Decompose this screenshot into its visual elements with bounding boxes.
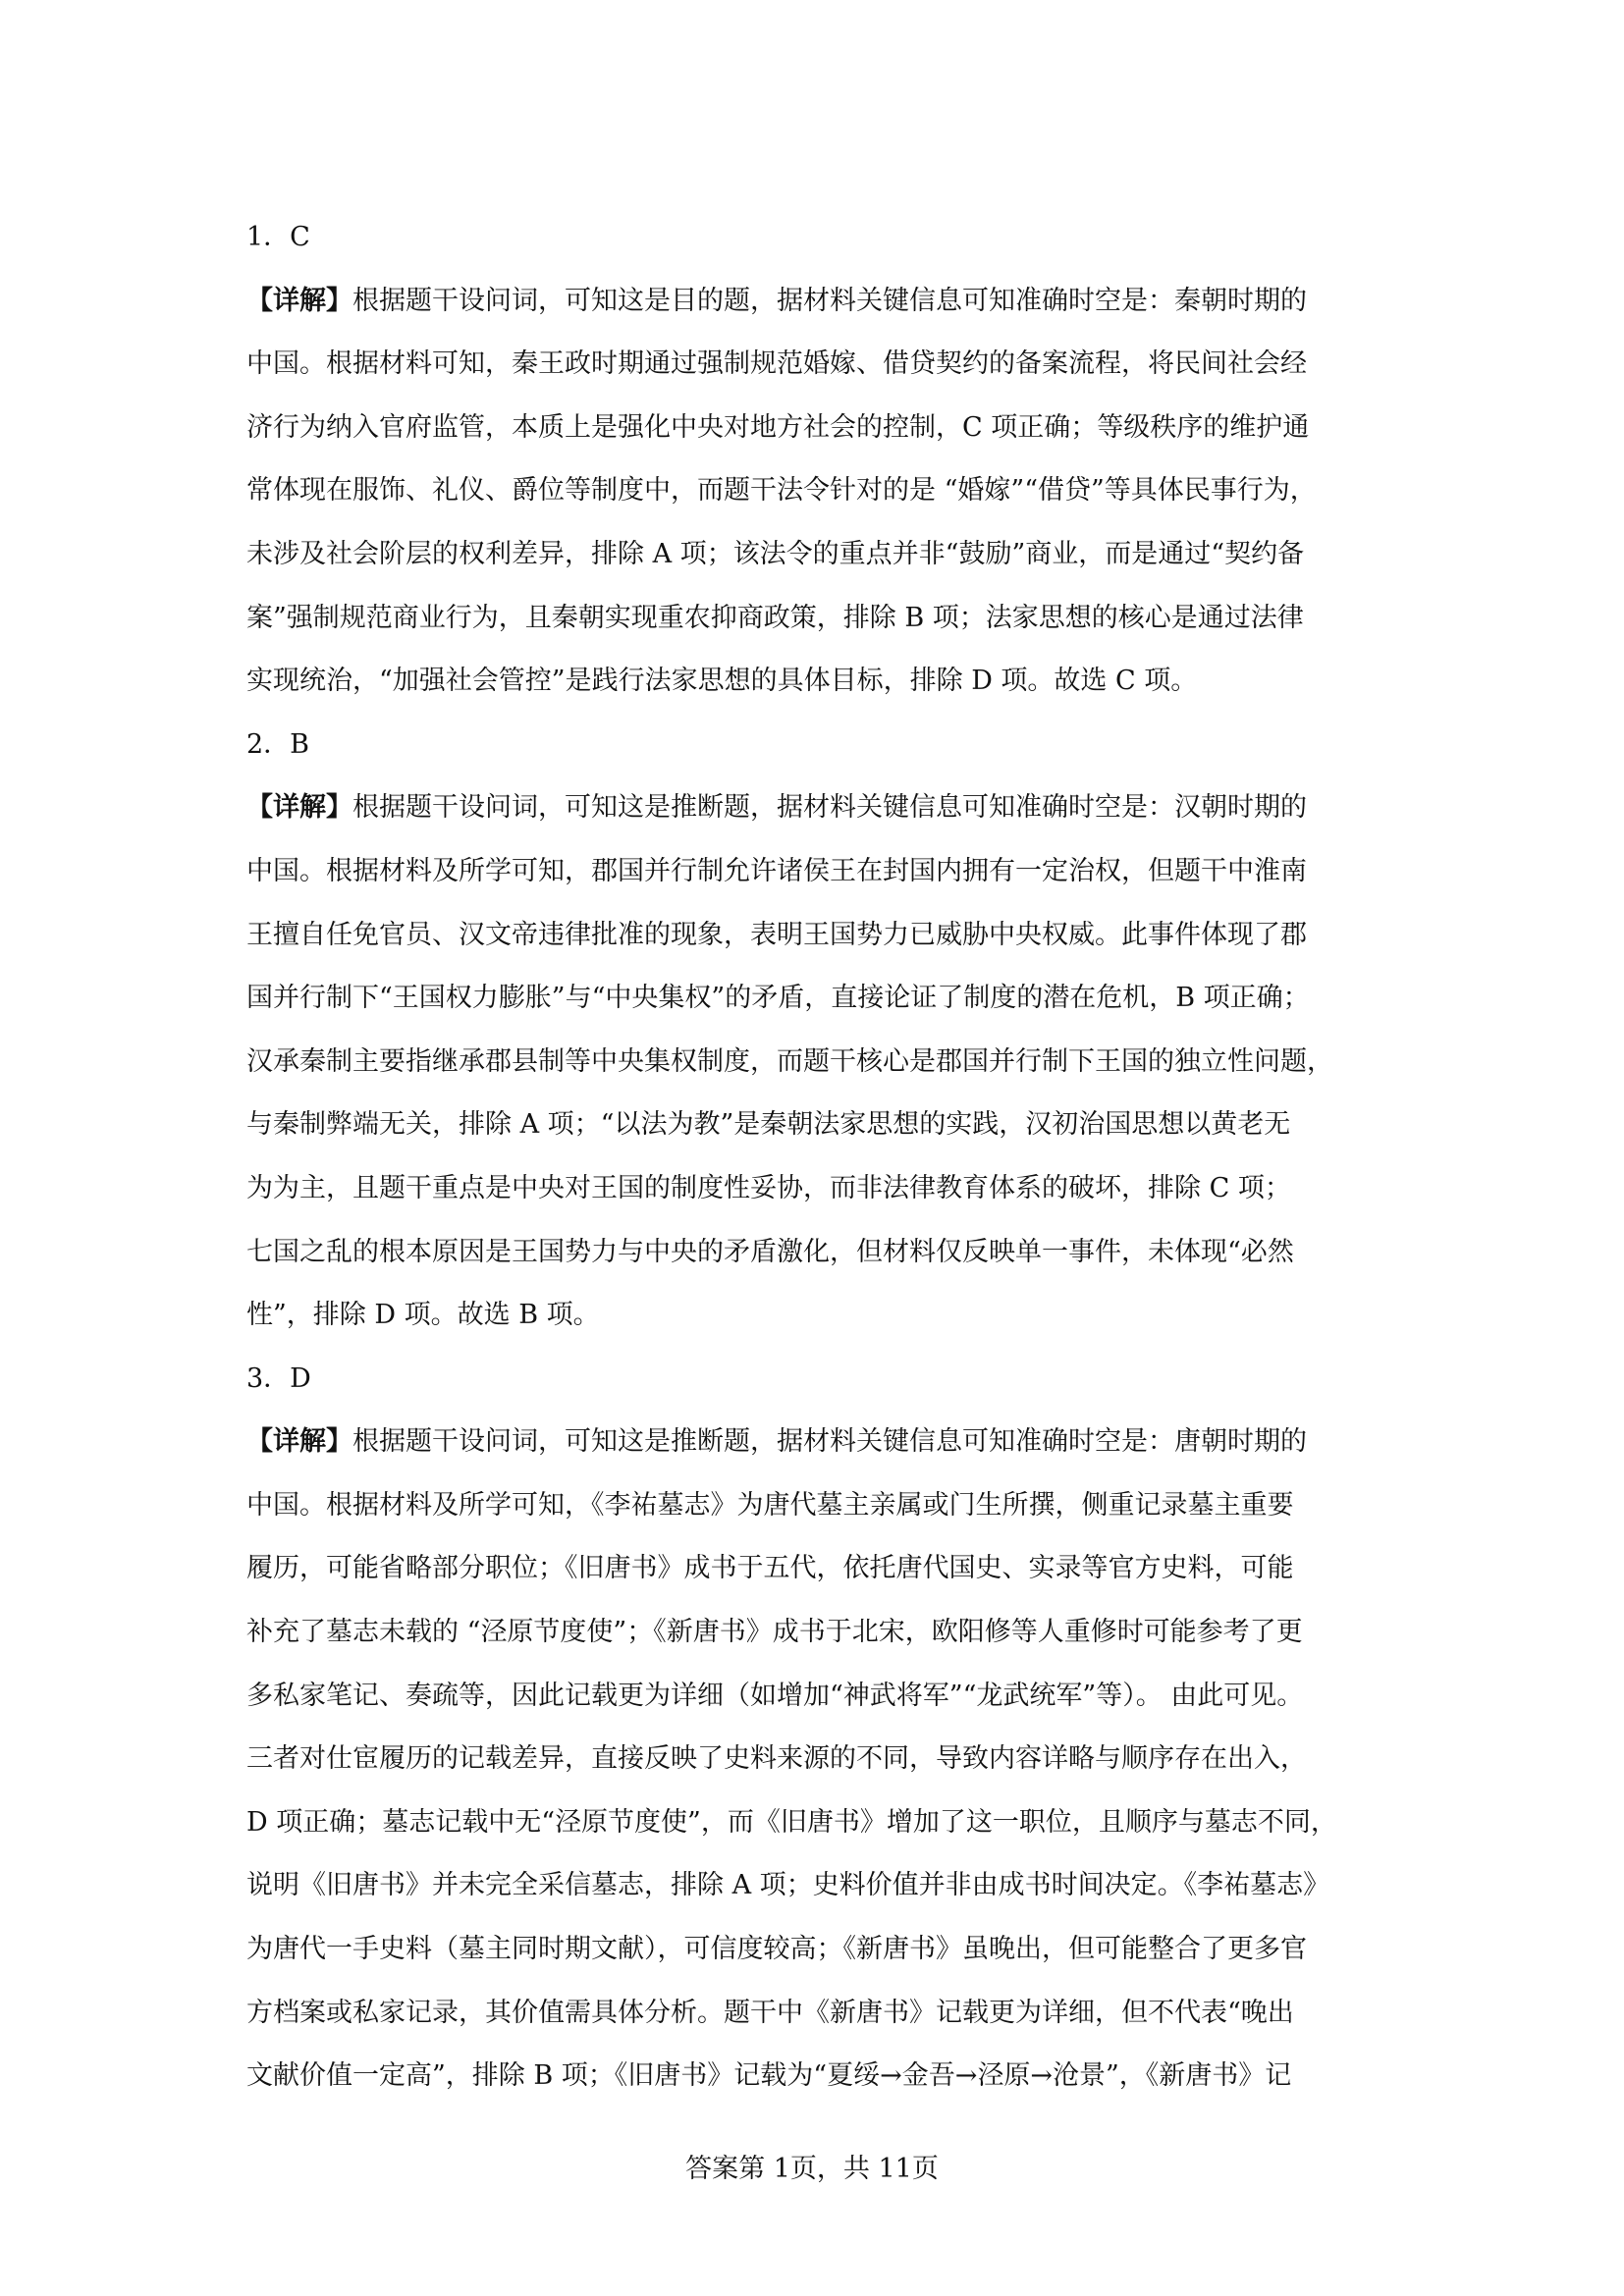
explanation-line: 与秦制弊端无关，排除 A 项；“以法为教”是秦朝法家思想的实践，汉初治国思想以黄老无 xyxy=(246,1109,1291,1141)
explanation-first-line xyxy=(246,776,1385,840)
explanation-line: 实现统治，“加强社会管控”是践行法家思想的具体目标，排除 D 项。故选 C 项。 xyxy=(246,666,1198,697)
question-number: 2．B xyxy=(246,728,310,760)
explanation-line: D 项正确；墓志记载中无“泾原节度使”，而《旧唐书》增加了这一职位，且顺序与墓志不同， xyxy=(246,1806,1337,1838)
explanation-line: 为为主，且题干重点是中央对王国的制度性妥协，而非法律教育体系的破坏，排除 C 项； xyxy=(246,1172,1291,1203)
explanation-line: 汉承秦制主要指继承郡县制等中央集权制度，而题干核心是郡国并行制下王国的独立性问题， xyxy=(246,1045,1333,1077)
explanation-line: 王擅自任免官员、汉文帝违律批准的现象，表明王国势力已威胁中央权威。此事件体现了郡 xyxy=(246,919,1307,950)
explanation-line: 文献价值一定高”，排除 B 项；《旧唐书》记载为“夏绥→金吾→泾原→沧景”，《新唐书》记 xyxy=(246,2060,1292,2092)
explanation-text: 根据题干设问词，可知这是推断题，据材料关键信息可知准确时空是：汉朝时期的 xyxy=(352,792,1307,824)
answer-content xyxy=(246,206,1385,2109)
explanation-text: 根据题干设问词，可知这是推断题，据材料关键信息可知准确时空是：唐朝时期的 xyxy=(352,1426,1307,1458)
explanation-line: 中国。根据材料及所学可知，《李祐墓志》为唐代墓主亲属或门生所撰，侧重记录墓主重要 xyxy=(246,1489,1294,1521)
explanation-first-line xyxy=(246,270,1385,334)
explanation-first-line xyxy=(246,1411,1385,1474)
explanation-line: 三者对仕宦履历的记载差异，直接反映了史料来源的不同，导致内容详略与顺序存在出入， xyxy=(246,1743,1307,1775)
explanation-line: 说明《旧唐书》并未完全采信墓志，排除 A 项；史料价值并非由成书时间决定。《李祐墓志》 xyxy=(246,1870,1330,1901)
question-number: 3．D xyxy=(246,1362,311,1394)
explanation-line: 常体现在服饰、礼仪、爵位等制度中，而题干法令针对的是 “婚嫁”“借贷”等具体民事行为， xyxy=(246,475,1317,507)
page-footer: 答案第 1页，共 11页 xyxy=(685,2154,939,2184)
explanation-line: 补充了墓志未载的 “泾原节度使”；《新唐书》成书于北宋，欧阳修等人重修时可能参考了更 xyxy=(246,1617,1303,1648)
detail-tag: 【详解】 xyxy=(246,792,352,824)
explanation-line: 未涉及社会阶层的权利差异，排除 A 项；该法令的重点并非“鼓励”商业，而是通过“契约备 xyxy=(246,538,1305,569)
explanation-text: 根据题干设问词，可知这是目的题，据材料关键信息可知准确时空是：秦朝时期的 xyxy=(352,285,1307,316)
explanation-line: 履历，可能省略部分职位；《旧唐书》成书于五代，依托唐代国史、实录等官方史料，可能 xyxy=(246,1553,1294,1584)
detail-tag: 【详解】 xyxy=(246,1426,352,1458)
explanation-line: 性”，排除 D 项。故选 B 项。 xyxy=(246,1300,600,1331)
question-number: 1．C xyxy=(246,222,310,252)
explanation-line: 中国。根据材料及所学可知，郡国并行制允许诸侯王在封国内拥有一定治权，但题干中淮南 xyxy=(246,855,1307,886)
explanation-line: 多私家笔记、奏疏等，因此记载更为详细（如增加“神武将军”“龙武统军”等）。 由此可见。 xyxy=(246,1680,1304,1711)
explanation-line: 济行为纳入官府监管，本质上是强化中央对地方社会的控制，C 项正确；等级秩序的维护通 xyxy=(246,411,1310,443)
explanation-line: 为唐代一手史料（墓主同时期文献），可信度较高；《新唐书》虽晚出，但可能整合了更多官 xyxy=(246,1934,1307,1965)
explanation-line: 方档案或私家记录，其价值需具体分析。题干中《新唐书》记载更为详细，但不代表“晚出 xyxy=(246,1997,1294,2028)
explanation-line: 七国之乱的根本原因是王国势力与中央的矛盾激化，但材料仅反映单一事件，未体现“必然 xyxy=(246,1236,1294,1267)
detail-tag: 【详解】 xyxy=(246,285,352,316)
explanation-line: 国并行制下“王国权力膨胀”与“中央集权”的矛盾，直接论证了制度的潜在危机，B 项正确； xyxy=(246,983,1310,1014)
explanation-line: 中国。根据材料可知，秦王政时期通过强制规范婚嫁、借贷契约的备案流程，将民间社会经 xyxy=(246,348,1307,380)
explanation-line: 案”强制规范商业行为，且秦朝实现重农抑商政策，排除 B 项；法家思想的核心是通过法律 xyxy=(246,602,1304,633)
